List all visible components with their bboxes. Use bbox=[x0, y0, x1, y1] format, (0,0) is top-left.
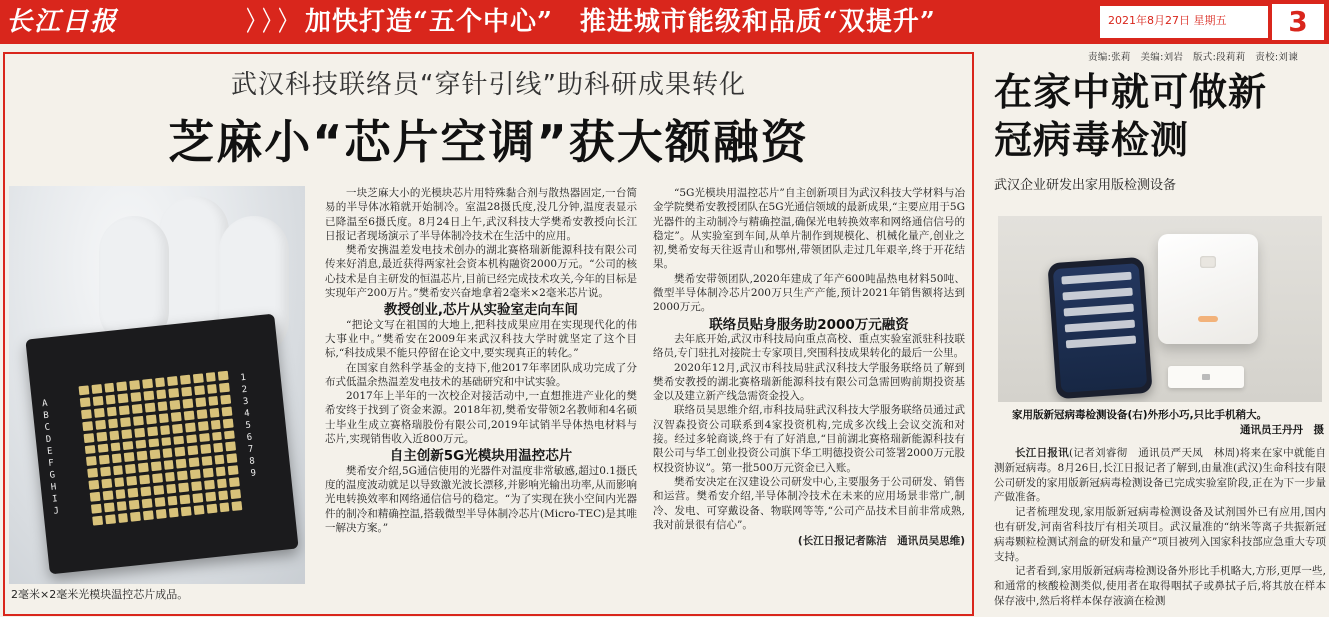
newspaper-brand: 长江日报 bbox=[6, 7, 119, 37]
chip-pad bbox=[193, 373, 204, 383]
chip-pad bbox=[156, 389, 167, 399]
chip-pad bbox=[218, 491, 229, 501]
chip-pad bbox=[91, 384, 102, 394]
paragraph: 去年底开始,武汉市科技局向重点高校、重点实验室派驻科技联络员,专门驻扎对接院士专家项目,突围科技成果转化的最后一公里。 bbox=[653, 332, 965, 360]
chip-pad bbox=[232, 501, 243, 511]
chip-pad bbox=[90, 492, 101, 502]
paragraph: 2017年上半年的一次校企对接活动中,一直想推进产业化的樊希安终于找到了资金来源。2018年初,樊希安带领2名教师和4名硕士毕业生成立赛格瑞股份有限公司,2019年试销半导体热电材料与芯片,实现销售收入近800万元。 bbox=[325, 390, 637, 446]
paragraph: 樊希安介绍,5G通信使用的光器件对温度非常敏感,超过0.1摄氏度的温度波动就足以导致激光波长漂移,并影响光输出功率,从而影响光电转换效率和网络通信信号的稳定。“为了实现在狭小空间内光器件的制冷和精确控温,搭载微型半导体制冷芯片(Micro-TEC)是其唯一解决方案。” bbox=[325, 464, 637, 534]
chip-pad bbox=[97, 443, 108, 453]
section-subhead: 联络员贴身服务助2000万元融资 bbox=[709, 316, 909, 333]
paragraph: 2020年12月,武汉市科技局驻武汉科技大学服务联络员了解到樊希安教授的湖北赛格瑞新能源科技有限公司急需回购前期投资基金以及建立新产线急需资金投入。 bbox=[653, 361, 965, 403]
paragraph: 樊希安决定在汉建设公司研发中心,主要服务于公司研发、销售和运营。樊希安介绍,半导体制冷技术在未来的应用场景非常广,制冷、发电、可穿戴设备、物联网等等,“公司产品技术目前非常成熟,我对前景很有信心”。 bbox=[653, 475, 965, 531]
chip-pad bbox=[142, 499, 153, 509]
chip-pad bbox=[125, 464, 136, 474]
chip-pad bbox=[223, 418, 234, 428]
chip-pad bbox=[96, 431, 107, 441]
chip-pad bbox=[129, 500, 140, 510]
chip-pad bbox=[82, 421, 93, 431]
chip-pad bbox=[166, 484, 177, 494]
chip-pad bbox=[127, 476, 138, 486]
chip-pad bbox=[79, 385, 90, 395]
chip-pad bbox=[110, 442, 121, 452]
chip-pad bbox=[85, 445, 96, 455]
main-story bbox=[3, 52, 974, 616]
chip-pad bbox=[123, 441, 134, 451]
chip-pad bbox=[222, 406, 233, 416]
chip-photo bbox=[9, 186, 305, 584]
chip-pad bbox=[181, 506, 192, 516]
side-story bbox=[994, 68, 1326, 617]
test-cartridge bbox=[1168, 366, 1244, 388]
chip-pad bbox=[134, 427, 145, 437]
chip-pad bbox=[133, 416, 144, 426]
chip-pad bbox=[190, 470, 201, 480]
chip-pad bbox=[115, 489, 126, 499]
photo-caption: 2毫米×2毫米光模块温控芯片成品。 bbox=[11, 588, 189, 601]
masthead bbox=[0, 0, 1329, 44]
chip-pad bbox=[105, 514, 116, 524]
paragraph: 樊希安携温差发电技术创办的湖北赛格瑞新能源科技有限公司传来好消息,最近获得两家社会资本机构融资2000万元。“公司的核心技术是自主研发的恒温芯片,目前已经完成技术攻关,今年的目标是实现年产200万片。”樊希安兴奋地拿着2毫米×2毫米芯片说。 bbox=[325, 244, 637, 300]
chip-numbers: 123456789 bbox=[240, 372, 257, 479]
chip-pad bbox=[225, 442, 236, 452]
paragraph: 记者看到,家用版新冠病毒检测设备外形比手机略大,方形,更厚一些,和通常的核酸检测类似,使用者在取得咽拭子或鼻拭子后,将其放在样本保存液中,然后将样本保存液滴在检测 bbox=[994, 565, 1326, 607]
chip-pad bbox=[158, 413, 169, 423]
chip-pad bbox=[108, 418, 119, 428]
chip-pad bbox=[117, 381, 128, 391]
chip-pad bbox=[206, 504, 217, 514]
chip-pad bbox=[182, 398, 193, 408]
page-number: 3 bbox=[1272, 4, 1324, 40]
chip-pad bbox=[201, 456, 212, 466]
article-column-2 bbox=[653, 186, 965, 606]
chip-pad bbox=[111, 454, 122, 464]
chip-pad bbox=[129, 380, 140, 390]
chip-pad bbox=[180, 495, 191, 505]
chip-pad bbox=[157, 401, 168, 411]
side-article-body bbox=[994, 446, 1326, 609]
chip-pad bbox=[167, 496, 178, 506]
main-headline: 芝麻小“芯片空调”获大额融资 bbox=[168, 115, 809, 169]
chip-pad bbox=[219, 383, 230, 393]
chip-pad bbox=[100, 467, 111, 477]
chip-pad bbox=[102, 491, 113, 501]
chip-pad bbox=[109, 430, 120, 440]
paragraph: 记者梳理发现,家用版新冠病毒检测设备及试剂国外已有应用,国内也有研发,河南省科技厅有相关项目。武汉量准的“纳米等离子共振新冠病毒颗粒检测试剂盒的研发和量产”项目被列入国家科技部应急重大专项支持。 bbox=[994, 506, 1326, 563]
chip-pad bbox=[147, 426, 158, 436]
chip-pad bbox=[137, 451, 148, 461]
chip-pad bbox=[130, 512, 141, 522]
masthead-slogan: 加快打造“五个中心” 推进城市能级和品质“双提升” bbox=[305, 7, 936, 37]
chip-pad bbox=[91, 504, 102, 514]
chip-pad bbox=[207, 384, 218, 394]
paragraph: “把论文写在祖国的大地上,把科技成果应用在实现现代化的伟大事业中。”樊希安在2009年来武汉科技大学时就坚定了这个目标,“科技成果不能只停留在论文中,要实现真正的转化。” bbox=[325, 318, 637, 360]
chip-pad bbox=[80, 397, 91, 407]
chip-pad bbox=[210, 419, 221, 429]
device-photo bbox=[998, 216, 1322, 402]
paragraph: 一块芝麻大小的光模块芯片用特殊黏合剂与散热器固定,一台简易的半导体冰箱就开始制冷。室温28摄氏度,没几分钟,温度表显示已降温至6摄氏度。8月24日上午,武汉科技大学樊希安教授向长江日报记者现场演示了半导体制冷技术在生活中的应用。 bbox=[325, 187, 637, 242]
chip-pad bbox=[84, 433, 95, 443]
smartphone bbox=[1047, 257, 1152, 399]
chip-pad bbox=[124, 452, 135, 462]
chip-pad bbox=[180, 375, 191, 385]
chip-pad bbox=[160, 425, 171, 435]
chip-pad bbox=[118, 393, 129, 403]
chip-pad bbox=[176, 459, 187, 469]
chip-pad bbox=[154, 497, 165, 507]
chip-pad bbox=[178, 483, 189, 493]
chip-pad bbox=[217, 479, 228, 489]
chip-pad bbox=[143, 391, 154, 401]
chip-pad bbox=[229, 477, 240, 487]
chip-pad bbox=[186, 434, 197, 444]
chip-pad bbox=[184, 410, 195, 420]
chip-pad bbox=[163, 460, 174, 470]
chip-pad bbox=[139, 475, 150, 485]
chip-pad bbox=[192, 493, 203, 503]
chip-pad bbox=[165, 472, 176, 482]
chip-pad bbox=[167, 376, 178, 386]
chip-pad bbox=[177, 471, 188, 481]
chip-pad bbox=[228, 466, 239, 476]
chip-pad bbox=[88, 480, 99, 490]
chip-pad bbox=[92, 516, 103, 526]
article-column-1 bbox=[325, 186, 637, 606]
chip-pad bbox=[171, 412, 182, 422]
device-indicator bbox=[1198, 316, 1218, 322]
chip-pad bbox=[146, 414, 157, 424]
chip-pad bbox=[161, 437, 172, 447]
chip-pad bbox=[212, 431, 223, 441]
chip-pad bbox=[230, 489, 241, 499]
chip-pad bbox=[199, 433, 210, 443]
chip-pad bbox=[196, 409, 207, 419]
chip-pad bbox=[122, 429, 133, 439]
chip-pad bbox=[87, 468, 98, 478]
section-subhead: 教授创业,芯片从实验室走向车间 bbox=[383, 302, 579, 319]
chip-pad bbox=[162, 448, 173, 458]
section-subhead: 自主创新5G光模块用温控芯片 bbox=[389, 448, 573, 465]
chip-pad bbox=[174, 435, 185, 445]
caption-text: 家用版新冠病毒检测设备(右)外形小巧,只比手机稍大。 bbox=[1012, 409, 1268, 421]
chip-pad bbox=[219, 502, 230, 512]
chip-letters: ABCDEFGHIJ bbox=[41, 398, 60, 517]
chip-row-letters bbox=[42, 396, 74, 517]
chip-pad bbox=[120, 417, 131, 427]
chip-pad bbox=[195, 397, 206, 407]
chip-pad bbox=[106, 406, 117, 416]
chip-pad bbox=[95, 420, 106, 430]
chip-pad bbox=[119, 405, 130, 415]
chip-pad bbox=[144, 402, 155, 412]
chip-pad bbox=[128, 488, 139, 498]
main-kicker: 武汉科技联络员“穿针引线”助科研成果转化 bbox=[231, 70, 746, 100]
chip-pad bbox=[149, 450, 160, 460]
chip-pad bbox=[170, 400, 181, 410]
chip-pad bbox=[151, 462, 162, 472]
chip-pad bbox=[104, 383, 115, 393]
paragraph: 樊希安带领团队,2020年建成了年产600吨晶热电材料50吨、微型半导体制冷芯片200万只生产产能,预计2021年销售额将达到2000万元。 bbox=[653, 272, 965, 314]
chip-pad bbox=[101, 479, 112, 489]
chip-pad bbox=[132, 404, 143, 414]
lead-text: 将来在家中就能自测新冠病毒。8月26日,长江日报记者了解到,由量准(武汉)生命科技有限公司研发的家用版新冠病毒检测设备已完成实验室阶段,正在为下一步量产做准备。 bbox=[994, 447, 1327, 504]
chip-pad bbox=[155, 377, 166, 387]
chip-pad bbox=[213, 443, 224, 453]
paragraph: 联络员吴思维介绍,市科技局驻武汉科技大学服务联络员通过武汉智森投资公司联系到4家投资机构,完成多次线上会议交流和对接。经过多轮商谈,终于有了好消息,“目前湖北赛格瑞新能源科技有限公司与华工创业投资公司旗下华工明德投资公司签署2000万元股权投资协议”。第一批500万元资金已入账。 bbox=[653, 404, 965, 474]
chip-pad bbox=[204, 480, 215, 490]
chip-pad bbox=[227, 454, 238, 464]
chip-pad bbox=[181, 387, 192, 397]
chip-pad bbox=[203, 468, 214, 478]
chip-pad bbox=[172, 423, 183, 433]
chip-pad bbox=[114, 478, 125, 488]
chip-pad bbox=[143, 510, 154, 520]
chip-pad bbox=[130, 392, 141, 402]
chip-pad bbox=[86, 456, 97, 466]
device-caption bbox=[1012, 408, 1324, 438]
chip-pad bbox=[205, 492, 216, 502]
chip-row-numbers bbox=[240, 371, 265, 480]
chip-pad bbox=[218, 371, 229, 381]
chip-pad bbox=[224, 430, 235, 440]
editor-credits: 责编:张莉 美编:刘岩 版式:段莉莉 责校:刘谏 bbox=[1088, 52, 1299, 63]
side-subheadline: 武汉企业研发出家用版检测设备 bbox=[994, 178, 1177, 193]
phone-screen bbox=[1053, 263, 1147, 393]
lead-tag: 长江日报讯 bbox=[1015, 447, 1070, 459]
chip-pad bbox=[153, 485, 164, 495]
chip-pad bbox=[168, 508, 179, 518]
chip-array bbox=[79, 371, 243, 526]
side-headline: 在家中就可做新冠病毒检测 bbox=[994, 70, 1268, 162]
chip-pad bbox=[205, 372, 216, 382]
chip-pad bbox=[191, 481, 202, 491]
article-byline: (长江日报记者陈洁 通讯员吴思维) bbox=[797, 535, 965, 548]
chip-pad bbox=[142, 379, 153, 389]
test-device bbox=[1158, 234, 1258, 344]
paragraph: “5G光模块用温控芯片”自主创新项目为武汉科技大学材料与冶金学院樊希安教授团队在5G光通信领域的最新成果,“主要应用于5G光器件的主动制冷与精确控温,确保光电转换效率和网络通信信号的稳定”。从实验室到车间,从单片制作到规模化、机械化量产,创业之初,樊希安每天往返青山和鄂州,带领团队走过几年艰辛,终于开花结果。 bbox=[653, 187, 965, 271]
issue-date: 2021年8月27日 星期五 bbox=[1108, 14, 1227, 27]
chip-pad bbox=[118, 513, 129, 523]
chip-pad bbox=[198, 421, 209, 431]
chip-pad bbox=[175, 447, 186, 457]
chip-pad bbox=[138, 463, 149, 473]
chip-pad bbox=[156, 509, 167, 519]
chip-pad bbox=[81, 409, 92, 419]
chip-pad bbox=[189, 458, 200, 468]
chip-pad bbox=[194, 505, 205, 515]
chip-pad bbox=[99, 455, 110, 465]
chip-pad bbox=[209, 408, 220, 418]
chip-pad bbox=[194, 385, 205, 395]
chip-pad bbox=[169, 388, 180, 398]
chip-pad bbox=[187, 446, 198, 456]
photo-credit: 通讯员王丹丹 摄 bbox=[1240, 424, 1324, 436]
device-button bbox=[1200, 256, 1216, 268]
chip-pad bbox=[200, 444, 211, 454]
paragraph bbox=[994, 446, 1326, 505]
chip-pad bbox=[104, 503, 115, 513]
chip-pad bbox=[94, 408, 105, 418]
chip-pad bbox=[215, 467, 226, 477]
chip-pad bbox=[152, 474, 163, 484]
chip-pad bbox=[92, 396, 103, 406]
lead-names: (记者刘睿彻 通讯员严天凤 林周) bbox=[1069, 447, 1240, 459]
chip-pad bbox=[220, 394, 231, 404]
chip-pad bbox=[113, 466, 124, 476]
chip-pad bbox=[214, 455, 225, 465]
chip-pad bbox=[140, 487, 151, 497]
chevron-decoration-icon: 〉 〉 〉 bbox=[246, 7, 295, 37]
chip-pad bbox=[105, 395, 116, 405]
chip-pad bbox=[208, 396, 219, 406]
chip-pad bbox=[135, 439, 146, 449]
chip-pad bbox=[148, 438, 159, 448]
paragraph: 在国家自然科学基金的支持下,他2017年率团队成功完成了分布式低温余热温差发电技术的基础研究和中试实验。 bbox=[325, 361, 637, 388]
chip-pad bbox=[185, 422, 196, 432]
chip-pad bbox=[116, 501, 127, 511]
chip-carrier bbox=[25, 314, 298, 575]
